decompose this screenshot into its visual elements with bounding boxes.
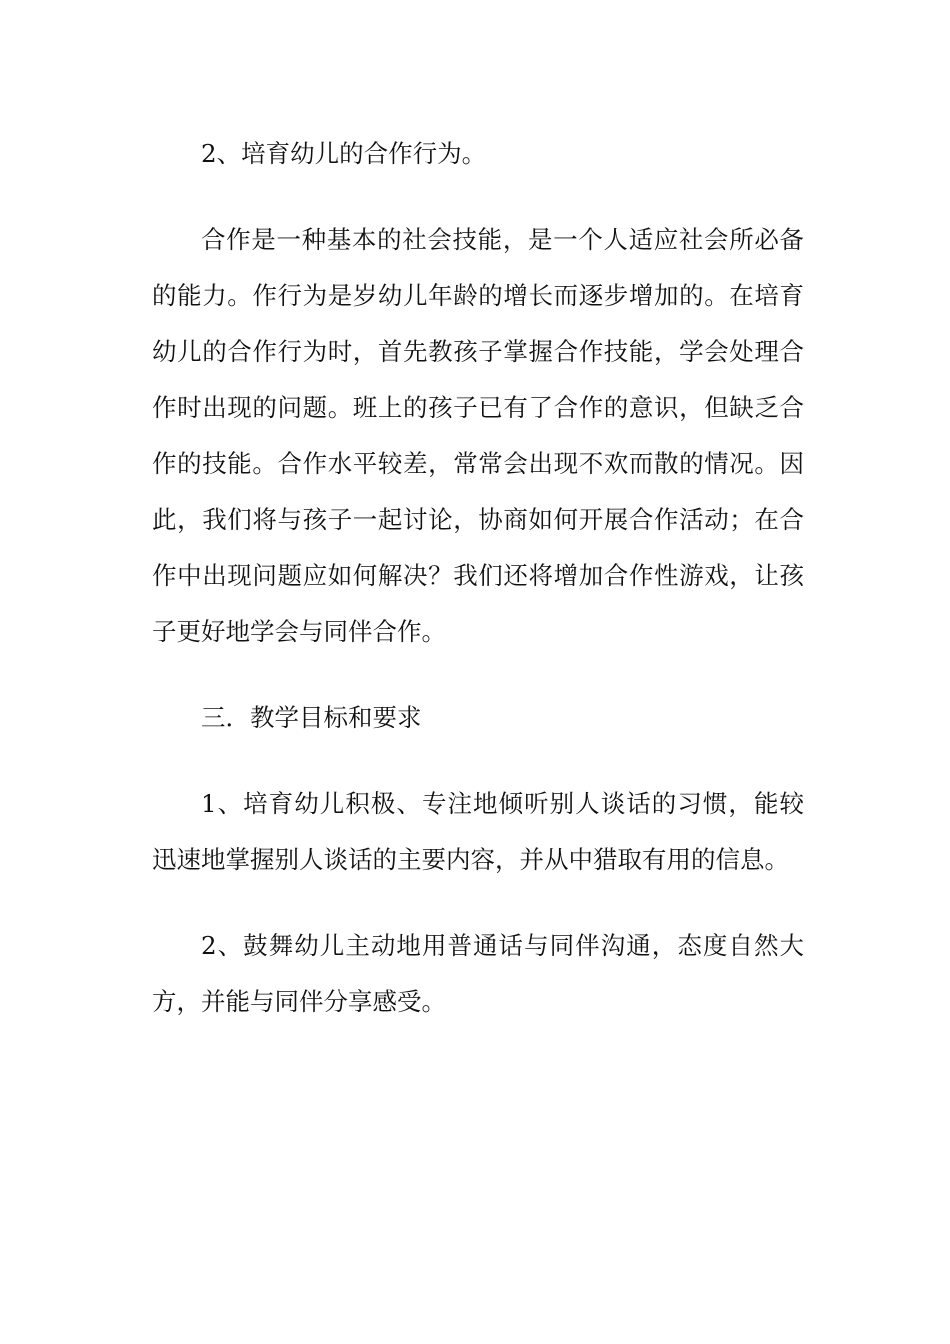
paragraph-cooperation-body: 合作是一种基本的社会技能，是一个人适应社会所必备的能力。作行为是岁幼儿年龄的增长而逐步增加的。在培育幼儿的合作行为时，首先教孩子掌握合作技能，学会处理合作时出现的问题。班上的孩子已有了合作的意识，但缺乏合作的技能。合作水平较差，常常会出现不欢而散的情况。因此，我们将与孩子一起讨论，协商如何开展合作活动；在合作中出现问题应如何解决？我们还将增加合作性游戏，让孩子更好地学会与同伴合作。	[152, 225, 804, 646]
document-body	[152, 126, 804, 1030]
section-heading-goals: 三．教学目标和要求	[201, 703, 422, 732]
paragraph-goal-1: 1、培育幼儿积极、专注地倾听别人谈话的习惯，能较迅速地掌握别人谈话的主要内容，并从中猎取有用的信息。	[152, 789, 804, 874]
paragraph-goal-2: 2、鼓舞幼儿主动地用普通话与同伴沟通，态度自然大方，并能与同伴分享感受。	[152, 931, 804, 1016]
paragraph-heading-cooperation: 2、培育幼儿的合作行为。	[201, 139, 487, 168]
